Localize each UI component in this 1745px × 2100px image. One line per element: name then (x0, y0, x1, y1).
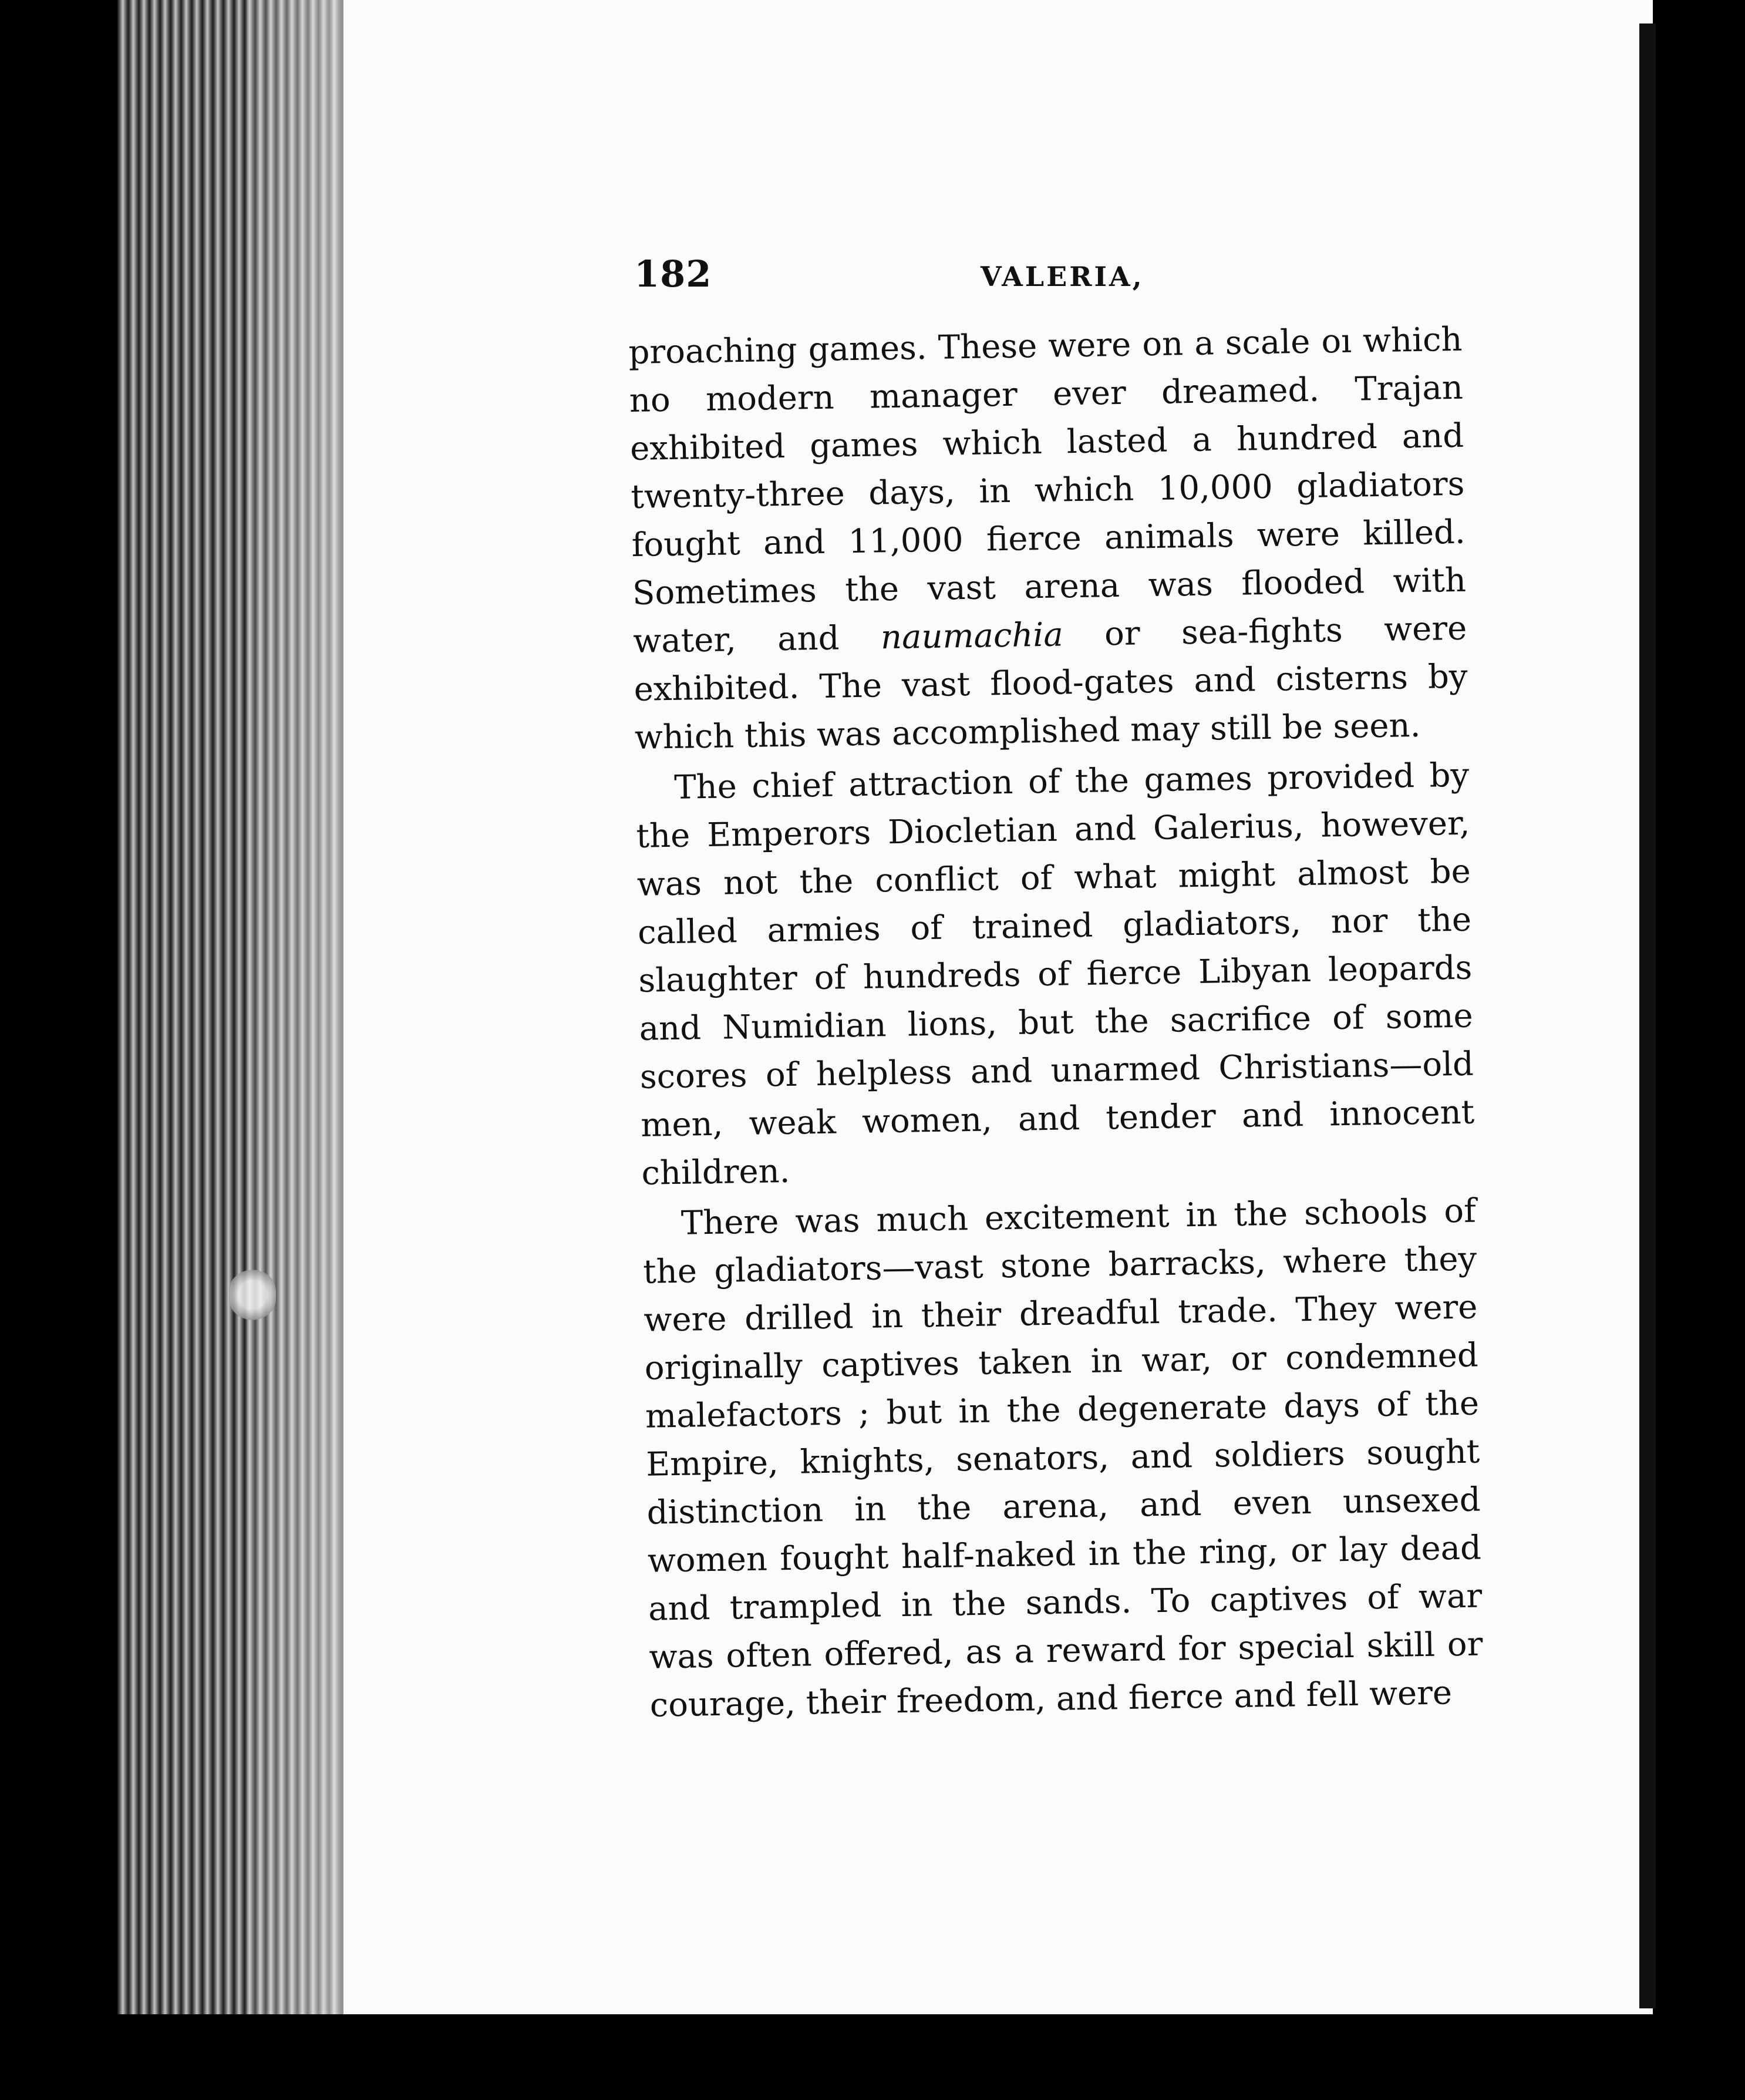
right-scan-border (1656, 0, 1745, 2100)
bottom-scan-border (0, 2014, 1745, 2100)
running-head: VALERIA, (981, 261, 1144, 292)
paragraph-1-text-a: proaching games. These were on a scale oı which no modern manager ever dreamed. Trajan exhibited games which lasted a hundred and twenty-three days, in which 10,000 gladiators fought and 11,000 fierce animals were killed. Sometimes the vast arena was flooded with water, and (628, 320, 1467, 661)
paragraph-2: The chief attraction of the games provided by the Emperors Diocletian and Galerius, however, was not the conflict of what might almost be called armies of trained gladiators, nor the slaughter of hundreds of fierce Libyan leopards and Numidian lions, but the sacrifice of some scores of helpless and unarmed Christians—old men, weak women, and tender and innocent children. (636, 756, 1475, 1193)
paragraph-1-italic-term: naumachia (880, 615, 1064, 657)
paragraph-1 (628, 316, 1468, 762)
margin-blemish (229, 1268, 276, 1321)
page-header (634, 253, 1468, 305)
page-edges-highlight (247, 0, 346, 2020)
page-number: 182 (634, 253, 712, 295)
paragraph-1-text-b: or sea-fights were exhibited. The vast flood-gates and cisterns by which this was accomplished may still be seen. (634, 609, 1468, 757)
paragraph-3: There was much excitement in the schools of the gladiators—vast stone barracks, where they were drilled in their dreadful trade. They were originally captives taken in war, or condemned malefactors ; but in the degenerate days of the Empire, knights, senators, and soldiers sought distinction in the arena, and even unsexed women fought half-naked in the ring, or lay dead and trampled in the sands. To captives of war was often offered, as a reward for special skill or courage, their freedom, and fierce and fell were (642, 1192, 1483, 1725)
body-text (628, 316, 1484, 1730)
right-page-gutter (1639, 23, 1656, 2008)
